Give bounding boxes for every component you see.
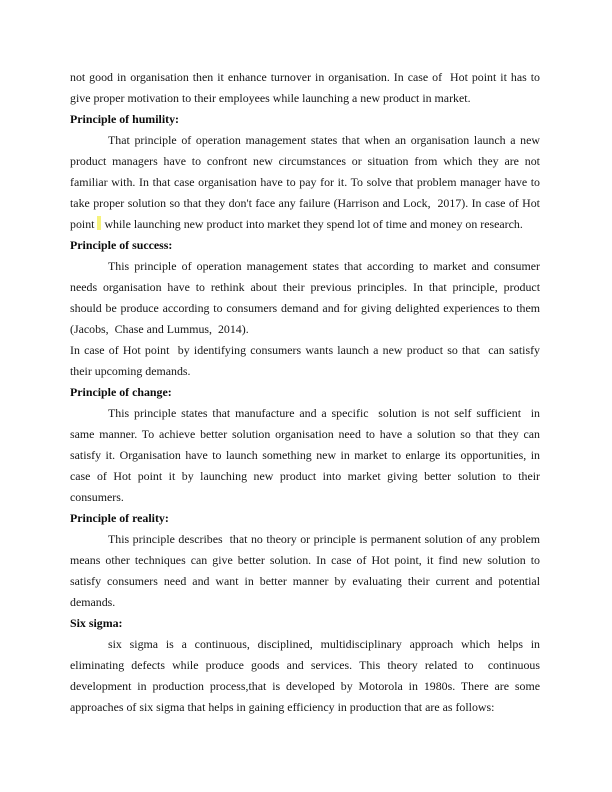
body-line: same manner. To achieve better solution organisation need to have a solution so that they can bbox=[70, 427, 540, 441]
body-line: give proper motivation to their employees while launching a new product in market. bbox=[70, 91, 471, 105]
body-line: take proper solution so that they don't face any failure (Harrison and Lock, 2017). In case of Hot bbox=[70, 196, 540, 210]
highlight-mark bbox=[97, 216, 101, 230]
body-line: six sigma is a continuous, disciplined, multidisciplinary approach which helps in bbox=[108, 637, 540, 651]
document-text-content bbox=[70, 67, 540, 718]
body-line: should be produce according to consumers demand and for giving delighted experiences to them bbox=[70, 301, 540, 315]
heading-principle-of-humility: Principle of humility: bbox=[70, 112, 179, 126]
body-line: This principle states that manufacture and a specific solution is not self sufficient in bbox=[108, 406, 540, 420]
body-line: eliminating defects while produce goods and services. This theory related to continuous bbox=[70, 658, 540, 672]
body-line: In case of Hot point by identifying consumers wants launch a new product so that can satisfy bbox=[70, 343, 540, 357]
body-line: This principle of operation management states that according to market and consumer bbox=[108, 259, 540, 273]
text-segment: point bbox=[70, 217, 95, 231]
citation-line: (Jacobs, Chase and Lummus, 2014). bbox=[70, 322, 249, 336]
body-line: their upcoming demands. bbox=[70, 364, 191, 378]
body-line: product managers have to confront new circumstances or situation from which they are not bbox=[70, 154, 540, 168]
body-line: consumers. bbox=[70, 490, 124, 504]
body-line: satisfy consumers need and want in better manner by evaluating their current and potential bbox=[70, 574, 540, 588]
body-line: familiar with. In that case organisation have to pay for it. To solve that problem manager have to bbox=[70, 175, 540, 189]
body-line: demands. bbox=[70, 595, 116, 609]
body-line: development in production process,that is developed by Motorola in 1980s. There are some bbox=[70, 679, 540, 693]
body-line: That principle of operation management states that when an organisation launch a new bbox=[108, 133, 540, 147]
heading-six-sigma: Six sigma: bbox=[70, 616, 123, 630]
text-segment: while launching new product into market they spend lot of time and money on research. bbox=[104, 217, 523, 231]
body-line: needs organisation have to rethink about their previous principles. In that principle, product bbox=[70, 280, 540, 294]
body-line-with-highlight bbox=[70, 214, 540, 235]
body-line: approaches of six sigma that helps in gaining efficiency in production that are as follows: bbox=[70, 700, 495, 714]
body-line: case of Hot point it by launching new product into market giving better solution to their bbox=[70, 469, 540, 483]
body-line: satisfy it. Organisation have to launch something new in market to enlarge its opportunities, in bbox=[70, 448, 540, 462]
heading-principle-of-success: Principle of success: bbox=[70, 238, 173, 252]
body-line: not good in organisation then it enhance turnover in organisation. In case of Hot point it has to bbox=[70, 70, 540, 84]
body-line: This principle describes that no theory or principle is permanent solution of any problem bbox=[108, 532, 540, 546]
heading-principle-of-reality: Principle of reality: bbox=[70, 511, 169, 525]
body-line: means other techniques can give better solution. In case of Hot point, it find new solution to bbox=[70, 553, 540, 567]
heading-principle-of-change: Principle of change: bbox=[70, 385, 172, 399]
